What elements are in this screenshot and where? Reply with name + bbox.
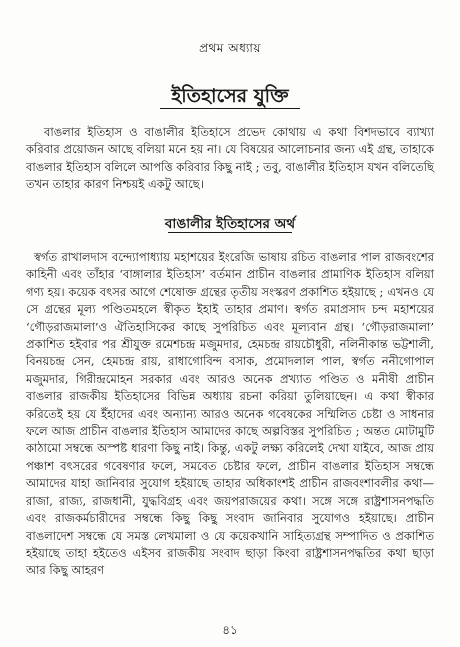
body-paragraph: স্বর্গত রাখালদাস বন্দ্যোপাধ্যায় মহাশয়ের ইংরেজি ভাষায় রচিত বাঙলার পাল রাজবংশের কাহিনী এবং তাঁহার ‘বাঙ্গালার ইতিহাস’ বর্তমান প্রাচীন বাঙলার প্রামাণিক ইতিহাস বলিয়া গণ্য হয়। কয়েক বৎসর আগে শেষোক্ত গ্রন্থের তৃতীয় সংস্করণ প্রকাশিত হইয়াছে ; এখনও যে সে গ্রন্থের মূল্য পণ্ডিতমহলে স্বীকৃত ইহাই তাহার প্রমাণ। স্বর্গত রমাপ্রসাদ চন্দ মহাশয়ের ‘গৌড়রাজমালা’ও ঐতিহাসিকের কাছে সুপরিচিত এবং মূল্যবান গ্রন্থ। ‘গৌড়রাজমালা’ প্রকাশিত হইবার পর শ্রীযুক্ত রমেশচন্দ্র মজুমদার, হেমচন্দ্র রায়চৌধুরী, নলিনীকান্ত ভট্টশালী, বিনয়চন্দ্র সেন, হেমচন্দ্র রায়, রাধাগোবিন্দ বসাক, প্রমোদলাল পাল, স্বর্গত ননীগোপাল মজুমদার, গিরীন্দ্রমোহন সরকার এবং আরও অনেক প্রখ্যাত পণ্ডিত ও মনীষী প্রাচীন বাঙলার রাজকীয় ইতিহাসের বিভিন্ন অধ্যায় রচনা করিয়া তুলিয়াছেন। এ কথা স্বীকার করিতেই হয় যে ইঁহাদের এবং অন্যান্য আরও অনেক গবেষকের সম্মিলিত চেষ্টা ও সাধনার ফলে আজ প্রাচীন বাঙলার ইতিহাস আমাদের কাছে অল্পবিস্তর সুপরিচিত ; অন্তত মোটামুটি কাঠামো সম্বন্ধে অস্পষ্ট ধারণা কিছু নাই। কিন্তু, একটু লক্ষ্য করিলেই দেখা যাইবে, আজ প্রায় পঞ্চাশ বৎসরের গবেষণার ফলে, সমবেত চেষ্টার ফলে, প্রাচীন বাঙলার ইতিহাস সম্বন্ধে আমাদের যাহা জানিবার সুযোগ হইয়াছে তাহার অধিকাংশই প্রাচীন রাজবংশাবলীর কথা—রাজা, রাজ্য, রাজধানী, যুদ্ধবিগ্রহ এবং জয়পরাজয়ের কথা। সঙ্গে সঙ্গে রাষ্ট্রশাসনপদ্ধতি এবং রাজকর্মচারীদের সম্বন্ধে কিছু কিছু সংবাদ জানিবার সুযোগও হইয়াছে। প্রাচীন বাঙলাদেশ সম্বন্ধে যে সমস্ত লেখমালা ও যে কয়েকখানি সাহিত্যগ্রন্থ সম্পাদিত ও প্রকাশিত হইয়াছে তাহা হইতেও এইসব রাজকীয় সংবাদ ছাড়া কিংবা রাষ্ট্রশাসনপদ্ধতির কথা ছাড়া আর কিছু আহরণ (26, 250, 434, 578)
chapter-label: প্রথম অধ্যায় (199, 41, 261, 55)
intro-paragraph: বাঙলার ইতিহাস ও বাঙালীর ইতিহাসে প্রভেদ কোথায় এ কথা বিশদভাবে ব্যাখ্যা করিবার প্রয়োজন আছে বলিয়া মনে হয় না। যে বিষয়ের আলোচনার জন্য এই গ্রন্থ, তাহাকে বাঙলার ইতিহাস বলিলে আপত্তি করিবার কিছু নাই ; তবু, বাঙালীর ইতিহাস যখন বলিতেছি তখন তাহার কারণ নিশ্চয়ই একটু আছে। (26, 125, 434, 192)
title-underline (160, 108, 300, 109)
page-number: ৪১ (222, 623, 238, 637)
chapter-title: ইতিহাসের যুক্তি (171, 85, 289, 107)
section-heading: বাঙালীর ইতিহাসের অর্থ (164, 216, 296, 232)
section-underline (168, 232, 292, 233)
